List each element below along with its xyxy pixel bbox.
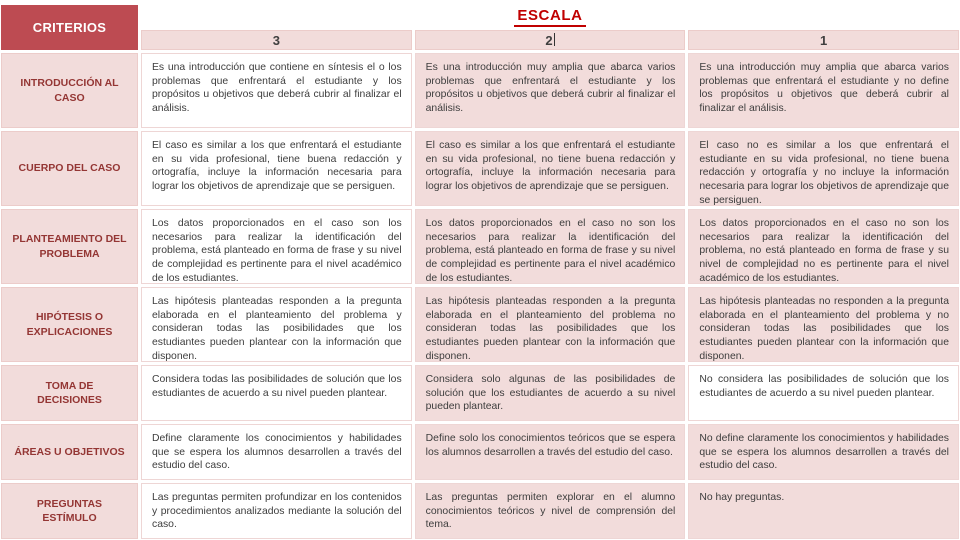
criterion-introduccion-al-caso: INTRODUCCIÓN AL CASO	[1, 53, 138, 128]
score-header-1-label: 1	[820, 32, 828, 48]
rubric-cell: Las preguntas permiten profundizar en los contenidos y procedimientos analizados mediante la solución del caso.	[141, 483, 412, 539]
criterion-toma-de-decisiones: TOMA DE DECISIONES	[1, 365, 138, 421]
rubric-cell: Define solo los conocimientos teóricos que se espera los alumnos desarrollen a través del estudio del caso.	[415, 424, 686, 480]
score-header-1	[688, 30, 959, 50]
rubric-cell: Los datos proporcionados en el caso no son los necesarios para realizar la identificación del problema, no está planteado en forma de frase y su nivel de complejidad no es pertinente para el nivel académico de los estudiantes.	[688, 209, 959, 284]
rubric-cell: El caso es similar a los que enfrentará el estudiante en su vida profesional, no tiene buena redacción y ortografía, incluye la información necesaria para lograr los objetivos de aprendizaje que se persiguen.	[415, 131, 686, 206]
criterion-planteamiento-del-problema: PLANTEAMIENTO DEL PROBLEMA	[1, 209, 138, 284]
rubric-cell: No define claramente los conocimientos y habilidades que se espera los alumnos desarrollen a través del estudio del caso.	[688, 424, 959, 480]
rubric-cell: No considera las posibilidades de solución que los estudiantes de acuerdo a su nivel pueden plantear.	[688, 365, 959, 421]
criterion-preguntas-estimulo: PREGUNTAS ESTÍMULO	[1, 483, 138, 539]
rubric-table	[1, 5, 959, 539]
escala-header-group	[141, 5, 959, 50]
rubric-cell: Las preguntas permiten explorar en el alumno conocimientos teóricos y nivel de comprensión del tema.	[415, 483, 686, 539]
rubric-cell: Las hipótesis planteadas no responden a la pregunta elaborada en el planteamiento del problema y no consideran todas las posibilidades que los estudiantes pueden plantear con la información que disponen.	[688, 287, 959, 362]
score-header-2-label: 2	[545, 32, 553, 48]
rubric-cell: Considera solo algunas de las posibilidades de solución que los estudiantes de acuerdo a su nivel pueden plantear.	[415, 365, 686, 421]
score-header-row	[141, 30, 959, 50]
rubric-cell: No hay preguntas.	[688, 483, 959, 539]
score-header-3	[141, 30, 412, 50]
criterion-areas-u-objetivos: ÁREAS U OBJETIVOS	[1, 424, 138, 480]
criterios-header-label: CRITERIOS	[32, 20, 107, 35]
table-title-text: ESCALA	[514, 7, 585, 27]
criterion-cuerpo-del-caso: CUERPO DEL CASO	[1, 131, 138, 206]
rubric-cell: Es una introducción que contiene en síntesis el o los problemas que enfrentará el estudiante y los propósitos u objetivos que deberá cubrir al finalizar el análisis.	[141, 53, 412, 128]
rubric-cell: Es una introducción muy amplia que abarca varios problemas que enfrentará el estudiante y los propósitos u objetivos que deberá cubrir al finalizar el análisis.	[415, 53, 686, 128]
score-header-3-label: 3	[272, 32, 280, 48]
score-header-2	[415, 30, 686, 50]
rubric-cell: Las hipótesis planteadas responden a la pregunta elaborada en el planteamiento del problema no consideran todas las posibilidades que los estudiantes pueden plantear con la información que disponen.	[415, 287, 686, 362]
criterion-hipotesis-o-explicaciones: HIPÓTESIS O EXPLICACIONES	[1, 287, 138, 362]
rubric-cell: Define claramente los conocimientos y habilidades que se espera los alumnos desarrollen a través del estudio del caso.	[141, 424, 412, 480]
rubric-cell: Las hipótesis planteadas responden a la pregunta elaborada en el planteamiento del problema y consideran todas las posibilidades que los estudiantes pueden plantear con la información que disponen.	[141, 287, 412, 362]
table-title	[141, 5, 959, 28]
rubric-cell: Considera todas las posibilidades de solución que los estudiantes de acuerdo a su nivel pueden plantear.	[141, 365, 412, 421]
rubric-cell: El caso es similar a los que enfrentará el estudiante en su vida profesional, tiene buena redacción y ortografía, incluye la información necesaria para lograr los objetivos de aprendizaje que se persiguen.	[141, 131, 412, 206]
criterios-header	[1, 5, 138, 50]
rubric-cell: El caso no es similar a los que enfrentará el estudiante en su vida profesional, no tiene buena redacción y ortografía y no incluye la información necesaria para lograr los objetivos de aprendizaje que se persiguen.	[688, 131, 959, 206]
rubric-cell: Es una introducción muy amplia que abarca varios problemas que enfrentará el estudiante y no define los propósitos u objetivos que deberá cubrir al finalizar el análisis.	[688, 53, 959, 128]
text-cursor	[554, 33, 555, 46]
rubric-cell: Los datos proporcionados en el caso no son los necesarios para realizar la identificación del problema, está planteado en forma de frase y su nivel de complejidad es pertinente para el nivel académico de los estudiantes.	[415, 209, 686, 284]
rubric-cell: Los datos proporcionados en el caso son los necesarios para realizar la identificación del problema, está planteado en forma de frase y su nivel de complejidad es pertinente para el nivel académico de los estudiantes.	[141, 209, 412, 284]
